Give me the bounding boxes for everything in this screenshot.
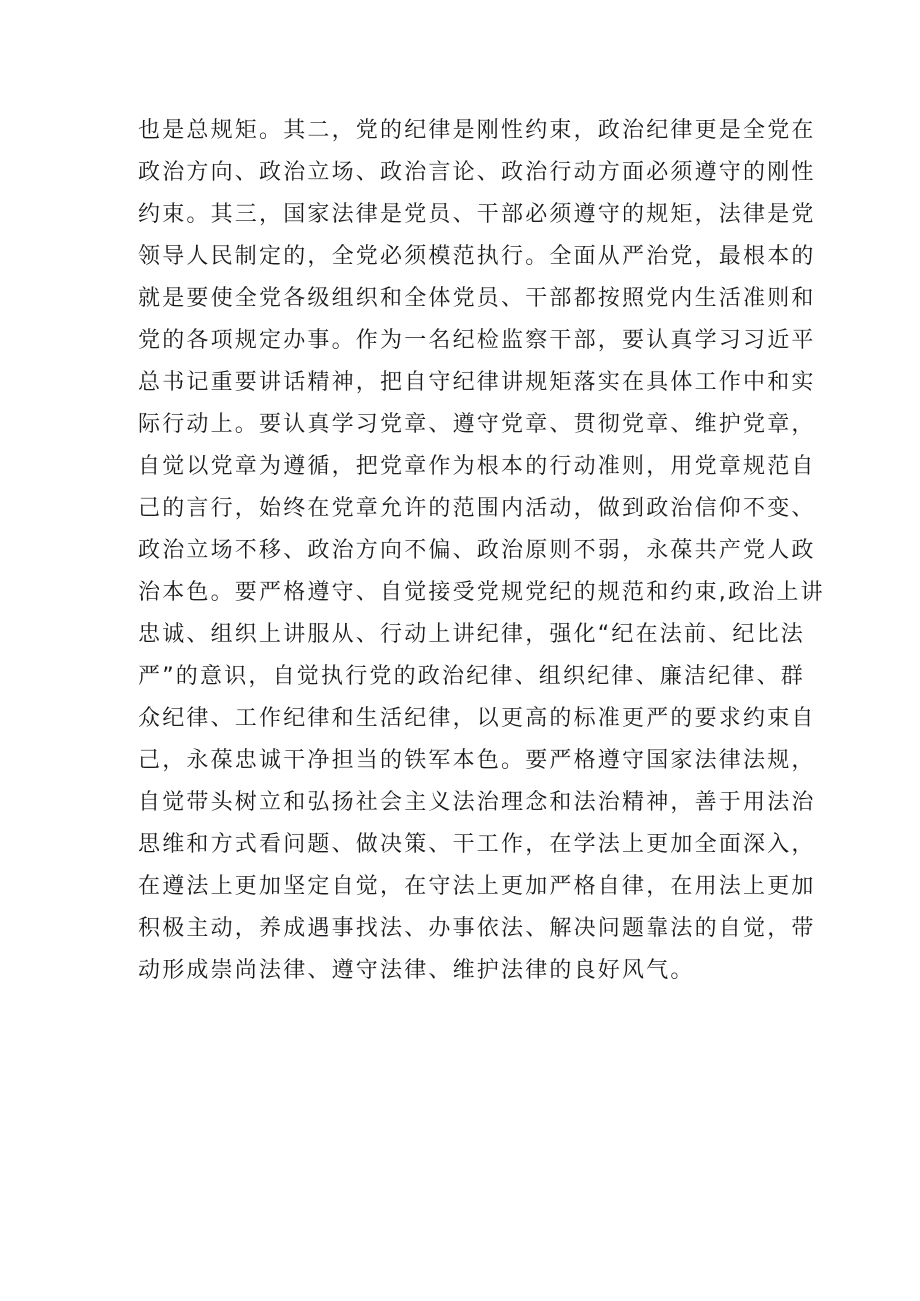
paragraph-line: 自觉以党章为遵循，把党章作为根本的行动准则，用党章规范自	[138, 454, 816, 479]
paragraph-line: 在遵法上更加坚定自觉，在守法上更加严格自律，在用法上更加	[138, 874, 816, 899]
paragraph-line: 严”的意识，自觉执行党的政治纪律、组织纪律、廉洁纪律、群	[138, 664, 805, 689]
paragraph-line: 约束。其三，国家法律是党员、干部必须遵守的规矩，法律是党	[138, 202, 816, 227]
paragraph-line: 总书记重要讲话精神，把自守纪律讲规矩落实在具体工作中和实	[138, 370, 816, 395]
paragraph-line: 自觉带头树立和弘扬社会主义法治理念和法治精神，善于用法治	[138, 790, 816, 815]
paragraph-line: 际行动上。要认真学习党章、遵守党章、贯彻党章、维护党章，	[138, 412, 816, 437]
paragraph-line: 忠诚、组织上讲服从、行动上讲纪律，强化“纪在法前、纪比法	[138, 622, 805, 647]
paragraph-line: 就是要使全党各级组织和全体党员、干部都按照党内生活准则和	[138, 286, 816, 311]
body-paragraph	[138, 110, 825, 992]
paragraph-line: 政治立场不移、政治方向不偏、政治原则不弱，永葆共产党人政	[138, 538, 816, 563]
paragraph-line: 积极主动，养成遇事找法、办事依法、解决问题靠法的自觉，带	[138, 916, 816, 941]
paragraph-line: 动形成崇尚法律、遵守法律、维护法律的良好风气。	[138, 958, 695, 983]
paragraph-line: 领导人民制定的，全党必须模范执行。全面从严治党，最根本的	[138, 244, 816, 269]
paragraph-line: 思维和方式看问题、做决策、干工作，在学法上更加全面深入，	[138, 832, 816, 857]
paragraph-line: 己，永葆忠诚干净担当的铁军本色。要严格遵守国家法律法规，	[138, 748, 816, 773]
paragraph-line: 众纪律、工作纪律和生活纪律，以更高的标准更严的要求约束自	[138, 706, 816, 731]
paragraph-line: 治本色。要严格遵守、自觉接受党规党纪的规范和约束,政治上讲	[138, 580, 825, 605]
paragraph-line: 政治方向、政治立场、政治言论、政治行动方面必须遵守的刚性	[138, 160, 816, 185]
paragraph-line: 也是总规矩。其二，党的纪律是刚性约束，政治纪律更是全党在	[138, 118, 816, 143]
paragraph-line: 党的各项规定办事。作为一名纪检监察干部，要认真学习习近平	[138, 328, 816, 353]
paragraph-line: 己的言行，始终在党章允许的范围内活动，做到政治信仰不变、	[138, 496, 816, 521]
